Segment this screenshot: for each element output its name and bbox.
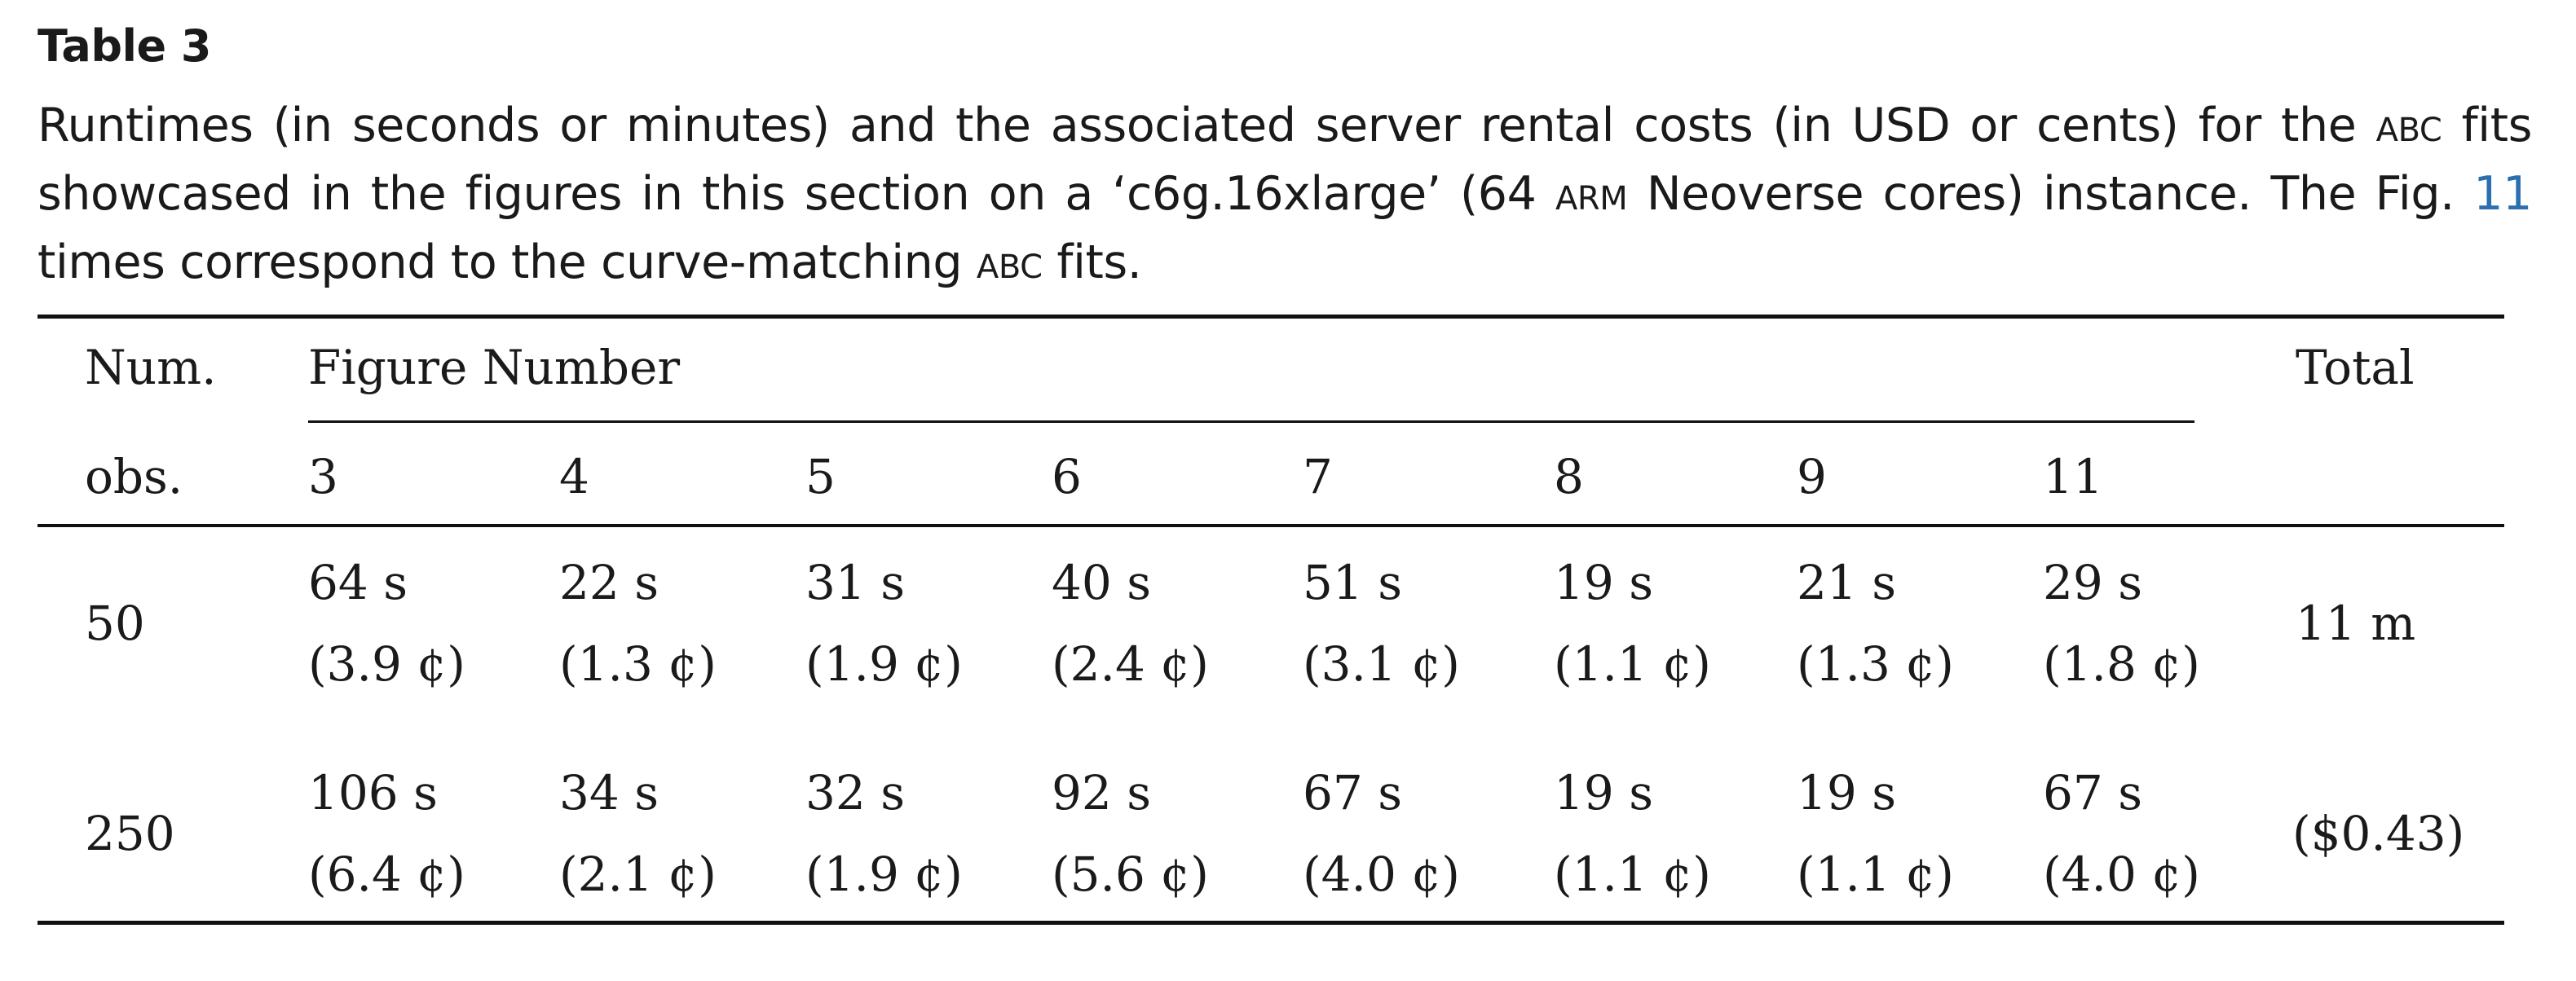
caption-line-1: Runtimes (in seconds or minutes) and the associated server rental costs (in USD or cents) for the abc fits	[37, 99, 2532, 152]
row-obs-250: 250	[85, 806, 175, 861]
cost-cell: (4.0 ¢)	[2043, 847, 2200, 902]
runtime-cell: 29 s	[2043, 555, 2143, 610]
cost-cell: (3.9 ¢)	[308, 636, 465, 692]
header-figure-9: 9	[1797, 449, 1827, 504]
runtime-cell: 32 s	[805, 765, 906, 820]
header-figure-6: 6	[1052, 449, 1082, 504]
runtime-cell: 19 s	[1554, 765, 1654, 820]
runtime-cell: 67 s	[1303, 765, 1403, 820]
runtime-cell: 34 s	[559, 765, 659, 820]
caption-line-2: showcased in the figures in this section on a ‘c6g.16xlarge’ (64 arm Neoverse cores) instance. The Fig. 11	[37, 167, 2532, 221]
runtime-cell: 40 s	[1052, 555, 1152, 610]
row-obs-50: 50	[85, 596, 145, 651]
cost-cell: (1.3 ¢)	[559, 636, 717, 692]
cost-cell: (1.9 ¢)	[805, 847, 963, 902]
runtime-cell: 67 s	[2043, 765, 2143, 820]
caption-line-3: times correspond to the curve-matching abc fits.	[37, 235, 1142, 289]
cost-cell: (4.0 ¢)	[1303, 847, 1460, 902]
header-figure-3: 3	[308, 449, 338, 504]
header-figure-11: 11	[2043, 449, 2103, 504]
runtime-cell: 31 s	[805, 555, 906, 610]
cost-cell: (3.1 ¢)	[1303, 636, 1460, 692]
header-figure-5: 5	[805, 449, 836, 504]
abbr-arm: arm	[1555, 167, 1628, 221]
header-figure-number: Figure Number	[308, 340, 681, 395]
runtime-cell: 19 s	[1554, 555, 1654, 610]
table-label: Table 3	[37, 20, 211, 72]
figure-group-rule	[308, 420, 2194, 423]
figure-reference-link[interactable]: 11	[2473, 167, 2532, 221]
header-figure-7: 7	[1303, 449, 1333, 504]
table-top-rule	[37, 315, 2504, 319]
header-bottom-rule	[37, 524, 2504, 527]
cost-cell: (1.8 ¢)	[2043, 636, 2200, 692]
abbr-abc: abc	[976, 235, 1043, 289]
cost-cell: (2.4 ¢)	[1052, 636, 1209, 692]
runtime-cell: 19 s	[1797, 765, 1897, 820]
runtime-cell: 22 s	[559, 555, 659, 610]
cost-cell: (1.1 ¢)	[1554, 636, 1711, 692]
cost-cell: (1.9 ¢)	[805, 636, 963, 692]
runtime-cell: 51 s	[1303, 555, 1403, 610]
header-num: Num.	[85, 340, 217, 395]
abbr-abc: abc	[2375, 99, 2442, 152]
header-total: Total	[2296, 340, 2415, 395]
runtime-cell: 64 s	[308, 555, 408, 610]
cost-cell: (5.6 ¢)	[1052, 847, 1209, 902]
table-bottom-rule	[37, 921, 2504, 925]
cost-cell: (1.3 ¢)	[1797, 636, 1954, 692]
header-figure-8: 8	[1554, 449, 1584, 504]
table-caption	[37, 91, 2532, 297]
cost-cell: (2.1 ¢)	[559, 847, 717, 902]
cost-cell: (1.1 ¢)	[1554, 847, 1711, 902]
header-obs: obs.	[85, 449, 183, 504]
runtime-cell: 92 s	[1052, 765, 1152, 820]
total-cell: ($0.43)	[2292, 806, 2465, 861]
header-figure-4: 4	[559, 449, 589, 504]
runtime-cell: 106 s	[308, 765, 438, 820]
cost-cell: (1.1 ¢)	[1797, 847, 1954, 902]
runtime-cell: 21 s	[1797, 555, 1897, 610]
total-cell: 11 m	[2296, 596, 2416, 651]
cost-cell: (6.4 ¢)	[308, 847, 465, 902]
